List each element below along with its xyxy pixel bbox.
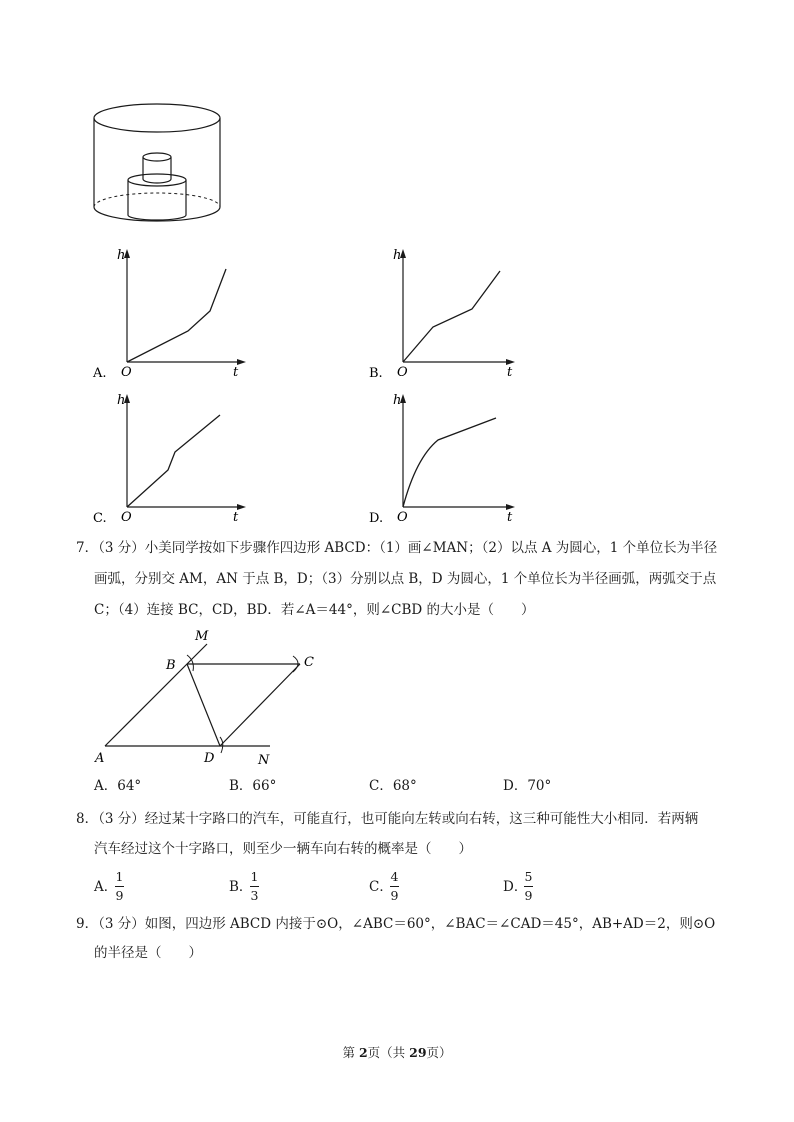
- graph-option-b: [366, 245, 536, 385]
- option-d-denominator: 9: [524, 887, 533, 903]
- point-n-label: N: [258, 753, 270, 768]
- graph-b-t-label: t: [507, 365, 513, 380]
- graph-c-h-label: h: [117, 393, 126, 408]
- question-7-line-3: C；（4）连接 BC，CD，BD．若∠A＝44°，则∠CBD 的大小是（ ）: [94, 602, 535, 618]
- point-c-label: C: [304, 655, 314, 670]
- option-d-numerator: 5: [524, 869, 533, 884]
- option-b-denominator: 3: [250, 887, 259, 903]
- question-7-option-a[interactable]: A．64°: [94, 778, 142, 794]
- graph-option-a: [90, 245, 260, 385]
- graph-b-h-label: h: [393, 248, 402, 263]
- footer-suffix: 页）: [426, 1045, 452, 1060]
- footer-page-number: 2: [358, 1045, 368, 1060]
- graph-a-t-label: t: [233, 365, 239, 380]
- option-c-numerator: 4: [390, 869, 399, 884]
- option-b-numerator: 1: [250, 869, 259, 884]
- option-a-numerator: 1: [115, 869, 124, 884]
- footer-prefix: 第: [342, 1045, 359, 1060]
- graph-option-d: [366, 390, 536, 530]
- graph-c-option-label: C.: [93, 511, 107, 526]
- option-a-denominator: 9: [115, 887, 124, 903]
- question-7-option-c[interactable]: C．68°: [369, 778, 417, 794]
- graph-a-origin-label: O: [121, 365, 132, 380]
- question-7-line-2: 画弧，分别交 AM，AN 于点 B，D；（3）分别以点 B，D 为圆心，1 个单位长为半径画弧，两弧交于点: [94, 571, 717, 587]
- point-m-label: M: [195, 629, 209, 644]
- question-7-option-d[interactable]: D．70°: [503, 778, 552, 794]
- graph-b-option-label: B.: [369, 366, 383, 381]
- graph-option-c: [90, 390, 260, 530]
- page-footer: [0, 1043, 794, 1061]
- question-8-line-1: 8．（3 分）经过某十字路口的汽车，可能直行，也可能向左转或向右转，这三种可能性大小相同．若两辆: [76, 811, 699, 827]
- point-d-label: D: [204, 751, 215, 766]
- question-9-line-2: 的半径是（ ）: [94, 945, 202, 961]
- graph-d-h-label: h: [393, 393, 402, 408]
- footer-total-pages: 29: [409, 1045, 427, 1060]
- question-8-line-2: 汽车经过这个十字路口，则至少一辆车向右转的概率是（ ）: [94, 841, 472, 857]
- option-a-label: A．: [94, 879, 118, 895]
- graph-c-t-label: t: [233, 510, 239, 525]
- option-d-label: D．: [503, 879, 528, 895]
- option-c-fraction: [390, 870, 399, 903]
- graph-a-option-label: A.: [93, 366, 107, 381]
- graph-b-origin-label: O: [397, 365, 408, 380]
- option-d-fraction: [524, 870, 533, 903]
- option-c-denominator: 9: [390, 887, 399, 903]
- graph-a-h-label: h: [117, 248, 126, 263]
- graph-d-origin-label: O: [397, 510, 408, 525]
- option-b-label: B．: [229, 879, 253, 895]
- point-a-label: A: [95, 751, 105, 766]
- cylinder-container-figure: [88, 95, 228, 235]
- footer-middle: 页（共: [367, 1045, 410, 1060]
- question-9-line-1: 9．（3 分）如图，四边形 ABCD 内接于⊙O，∠ABC＝60°，∠BAC＝∠CAD＝45°，AB+AD＝2，则⊙O: [76, 916, 716, 932]
- question-7-option-b[interactable]: B．66°: [229, 778, 277, 794]
- point-b-label: B: [166, 658, 176, 673]
- graph-d-option-label: D.: [369, 511, 384, 526]
- rhombus-construction-figure: [90, 625, 330, 770]
- option-a-fraction: [115, 870, 124, 903]
- option-b-fraction: [250, 870, 259, 903]
- graph-d-t-label: t: [507, 510, 513, 525]
- graph-c-origin-label: O: [121, 510, 132, 525]
- question-7-line-1: 7．（3 分）小美同学按如下步骤作四边形 ABCD：（1）画∠MAN；（2）以点 A 为圆心，1 个单位长为半径: [76, 540, 718, 556]
- option-c-label: C．: [369, 879, 393, 895]
